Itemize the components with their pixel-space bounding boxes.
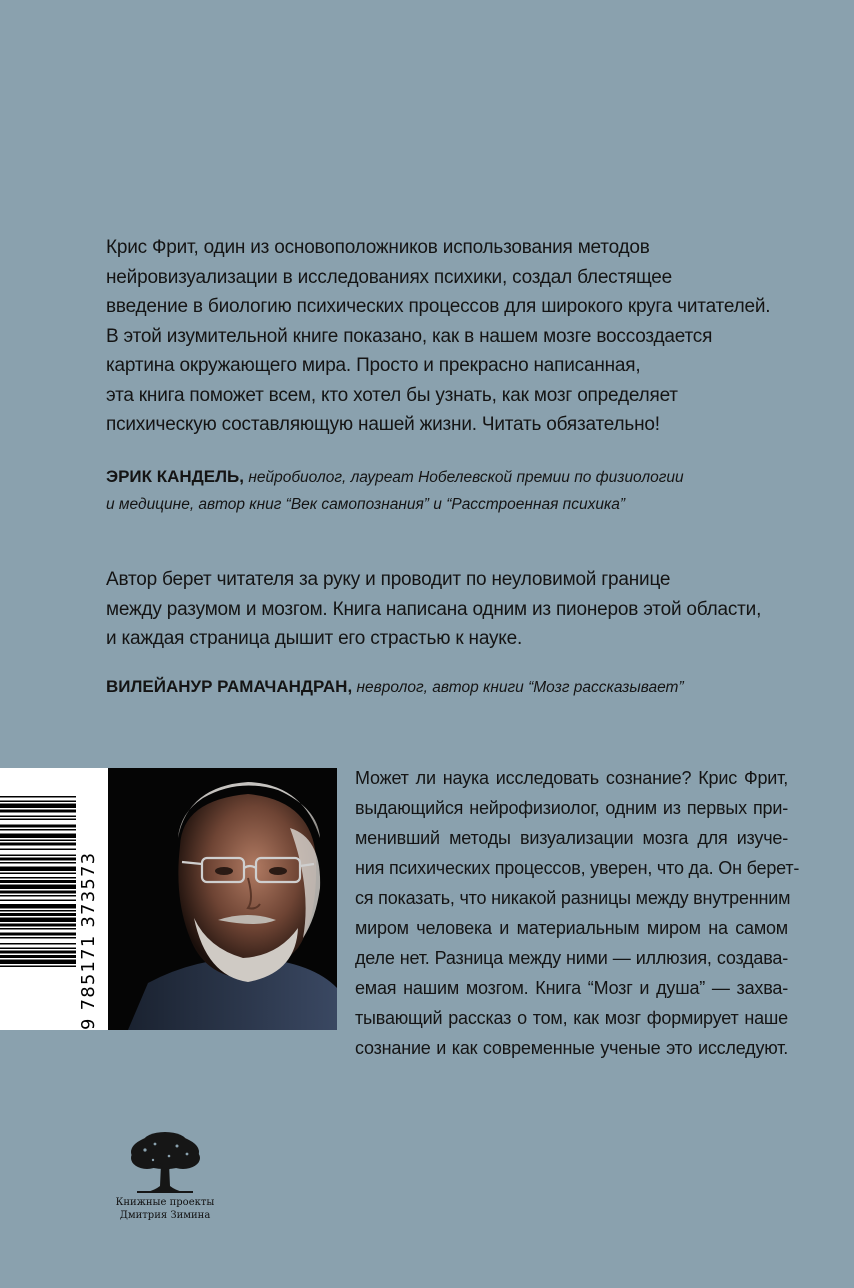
barcode-bar [0, 955, 76, 958]
barcode-bar [0, 910, 76, 912]
quote-line: и каждая страница дышит его страстью к науке. [106, 628, 523, 649]
barcode-bar [0, 885, 76, 890]
barcode-bar [0, 816, 76, 818]
barcode-bar [0, 796, 76, 798]
barcode-bar [0, 895, 76, 897]
author-photo [108, 768, 337, 1030]
barcode-bar [0, 904, 76, 909]
barcode-bar [0, 924, 76, 927]
quote-kandel [106, 233, 770, 440]
quote-line: введение в биологию психических процессов для широкого круга читателей. [106, 296, 771, 317]
isbn-number: 9 785171 373573 [78, 851, 99, 1030]
quote-line: эта книга поможет всем, кто хотел бы узнать, как мозг определяет [106, 384, 678, 406]
barcode-bar [0, 933, 76, 936]
barcode-bar [0, 943, 76, 945]
attribution-name: ВИЛЕЙАНУР РАМАЧАНДРАН, [106, 677, 353, 696]
barcode-bar [0, 801, 76, 803]
attribution-ramachandran [106, 673, 684, 701]
book-blurb [355, 763, 800, 1063]
attribution-kandel [106, 463, 684, 518]
quote-line: Автор берет читателя за руку и проводит по неуловимой границе [106, 569, 671, 590]
barcode-bar [0, 951, 76, 954]
barcode-bar [0, 858, 76, 861]
barcode-bar [0, 900, 76, 902]
blurb-line: тывающий рассказ о том, как мозг формирует наше [355, 1008, 788, 1028]
barcode-bar [0, 937, 76, 939]
attribution-role: невролог, автор книги “Мозг рассказывает” [352, 679, 684, 696]
barcode-bar [0, 960, 76, 965]
quote-line: нейровизуализации в исследованиях психики, создал блестящее [106, 266, 673, 288]
barcode-bar [0, 913, 76, 916]
blurb-line: Может ли наука исследовать сознание? Крис Фрит, [355, 768, 788, 788]
barcode-bar [0, 918, 76, 923]
barcode-bar [0, 834, 76, 839]
blurb-line: менивший методы визуализации мозга для изуче- [355, 828, 788, 848]
barcode-bar [0, 804, 76, 809]
barcode-bar [0, 862, 76, 864]
barcode-bar [0, 810, 76, 813]
barcode-bar [0, 825, 76, 828]
barcode-bar [0, 855, 76, 857]
blurb-line: сознание и как современные ученые это исследуют. [355, 1038, 788, 1058]
blurb-line: ся показать, что никакой разницы между внутренним [355, 888, 791, 908]
quote-line: картина окружающего мира. Просто и прекрасно написанная, [106, 355, 641, 376]
barcode-bar [0, 966, 76, 968]
barcode-bar [0, 880, 76, 883]
publisher-logo [100, 1130, 230, 1222]
barcode-bar [0, 873, 76, 875]
attribution-role: нейробиолог, лауреат Нобелевской премии по физиологии [244, 469, 684, 486]
barcode-bar [0, 891, 76, 894]
tree-icon [125, 1130, 205, 1196]
barcode-bar [0, 829, 76, 831]
barcode-bar [0, 877, 76, 879]
barcode-bar [0, 840, 76, 842]
publisher-name-line1: Книжные проекты [115, 1197, 215, 1208]
publisher-name-line2: Дмитрия Зимина [119, 1210, 211, 1221]
blurb-line: емая нашим мозгом. Книга “Мозг и душа” — захва- [355, 978, 788, 998]
barcode-bar [0, 819, 76, 821]
quote-line: психическую составляющую нашей жизни. Читать обязательно! [106, 414, 660, 435]
barcode-bar [0, 928, 76, 930]
barcode-bar [0, 849, 76, 851]
barcode-bar [0, 948, 76, 950]
blurb-line: миром человека и материальным миром на самом [355, 918, 788, 938]
blurb-line: деле нет. Разница между ними — иллюзия, создава- [355, 948, 788, 968]
quote-line: В этой изумительной книге показано, как в нашем мозге воссоздается [106, 325, 713, 347]
blurb-line: ния психических процессов, уверен, что да. Он берет- [355, 858, 800, 878]
barcode-bar [0, 843, 76, 846]
barcode-bar [0, 867, 76, 872]
attribution-name: ЭРИК КАНДЕЛЬ, [106, 467, 245, 486]
quote-line: между разумом и мозгом. Книга написана одним из пионеров этой области, [106, 598, 762, 620]
blurb-line: выдающийся нейрофизиолог, одним из первых при- [355, 798, 788, 818]
quote-line: Крис Фрит, один из основоположников использования методов [106, 237, 650, 258]
quote-ramachandran [106, 565, 761, 654]
author-portrait-image [108, 768, 337, 1030]
attribution-role: и медицине, автор книг “Век самопознания” и “Расстроенная психика” [106, 496, 626, 513]
